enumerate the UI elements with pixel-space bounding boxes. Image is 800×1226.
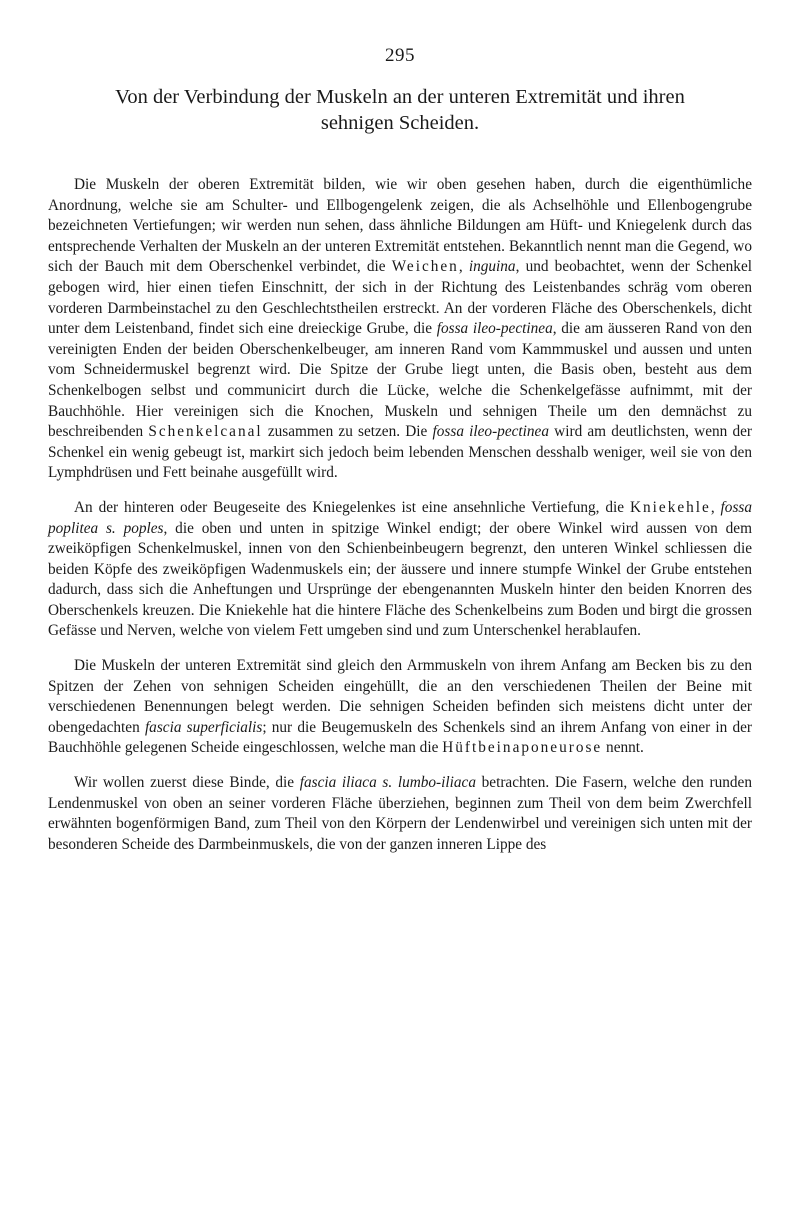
- section-heading: [50, 84, 750, 136]
- paragraph-4: [48, 773, 752, 855]
- text-run: wird am deutlichsten, wenn der Schenkel ein wenig gebeugt ist, markirt sich jedoch beim lebenden Menschen desshalb weniger, weil sie von den Lymphdrüsen und Fett beinahe ausgefüllt wird.: [48, 423, 752, 482]
- text-run: ,: [710, 498, 721, 516]
- latin-term: fossa ileo-pectinea: [432, 423, 549, 441]
- text-run: betrachten. Die Fasern, welche den runden Lendenmuskel von oben an seiner vorderen Fläche überziehen, beginnen zum Theil von dem beim Zwerchfell erwähnten bogenförmigen Band, zum Theil von den Körpern der Lendenwirbel und vereinigen sich unten mit der besonderen Scheide des Darmbeinmuskels, die von der ganzen inneren Lippe des: [48, 774, 752, 853]
- latin-term: fascia superficialis: [144, 718, 263, 736]
- page-number: 295: [385, 45, 415, 66]
- latin-term: fossa poplitea s. poples: [48, 498, 752, 537]
- text-run: Wir wollen zuerst diese Binde, die: [74, 774, 300, 792]
- text-run: ,: [458, 258, 469, 276]
- text-run: , die am äusseren Rand von den vereinigten Enden der beiden Oberschenkelbeuger, am inneren Rand vom Kammmuskel und aussen und unten vom Schneidermuskel begrenzt wird. Die Spitze der Grube liegt unten, die Basis oben, besteht aus dem Schenkelbogen selbst und communicirt durch die Lücke, welche die Schenkelgefässe aufnimmt, mit der Bauchhöhle. Hier vereinigen sich die Knochen, Muskeln und sehnigen Theile um den demnächst zu beschreibenden: [48, 320, 752, 441]
- latin-term: fascia iliaca s. lumbo-iliaca: [299, 774, 476, 792]
- paragraph-1: [48, 175, 752, 484]
- text-run: Die Muskeln der oberen Extremität bilden, wie wir oben gesehen haben, durch die eigenthümliche Anordnung, welche sie am Schulter- und Ellbogengelenk zeigen, die als Achselhöhle und Ellenbogengrube bezeichneten Vertiefungen; wir werden nun sehen, dass ähnliche Bildungen am Hüft- und Kniegelenk durch das entsprechende Verhalten der Muskeln an der unteren Extremität entstehen. Bekanntlich nennt man die Gegend, wo sich der Bauch mit dem Oberschenkel verbindet, die: [48, 176, 752, 276]
- paragraph-3: [48, 656, 752, 759]
- text-run: , und beobachtet, wenn der Schenkel gebogen wird, hier einen tiefen Einschnitt, der sich in der Richtung des Leistenbandes schräg vom oberen vorderen Darmbeinstachel zu den Geschlechtstheilen erstreckt. An der vorderen Fläche des Oberschenkels, dicht unter dem Leistenband, findet sich eine dreieckige Grube, die: [48, 258, 752, 338]
- text-run: Die Muskeln der unteren Extremität sind gleich den Armmuskeln von ihrem Anfang am Becken bis zu den Spitzen der Zehen von sehnigen Scheiden eingehüllt, die an den verschiedenen Theilen der Beine mit verschiedenen Benennungen belegt werden. Die sehnigen Scheiden befinden sich meistens dicht unter der obengedachten: [48, 657, 752, 736]
- latin-term: fossa ileo-pectinea: [436, 320, 553, 338]
- text-run: zusammen zu setzen. Die: [262, 423, 433, 441]
- spaced-term: Hüftbeinaponeurose: [442, 739, 603, 757]
- paragraph-2: [48, 498, 752, 642]
- text-run: An der hinteren oder Beugeseite des Kniegelenkes ist eine ansehnliche Vertiefung, die: [74, 498, 630, 516]
- spaced-term: Kniekehle: [629, 498, 711, 516]
- text-run: nennt.: [602, 739, 644, 757]
- heading-line-1: Von der Verbindung der Muskeln an der unteren Extremität und ihren: [115, 86, 685, 108]
- spaced-term: Schenkelcanal: [148, 423, 263, 441]
- text-run: , die oben und unten in spitzige Winkel endigt; der obere Winkel wird aussen von dem zweiköpfigen Schenkelmuskel, innen von den Schienbeinbeugern begrenzt, den unteren Winkel schliessen die beiden Köpfe des zweiköpfigen Wadenmuskels ein; der äussere und innere stumpfe Winkel der Grube entstehen dadurch, dass sich die Anheftungen und Ursprünge der ebengenannten Muskeln hinter den beiden Knorren des Oberschenkels kreuzen. Die Kniekehle hat die hintere Fläche des Schenkelbeins zum Boden und birgt die grossen Gefässe und Nerven, welche von vielem Fett umgeben sind und zum Unterschenkel herablaufen.: [48, 519, 752, 640]
- latin-term: inguina: [468, 258, 516, 276]
- text-run: ; nur die Beugemuskeln des Schenkels sind an ihrem Anfang von einer in der Bauchhöhle gelegenen Scheide eingeschlossen, welche man die: [48, 718, 753, 757]
- body-text: [48, 175, 752, 869]
- spaced-term: Weichen: [391, 258, 459, 276]
- heading-line-2: sehnigen Scheiden.: [320, 112, 480, 134]
